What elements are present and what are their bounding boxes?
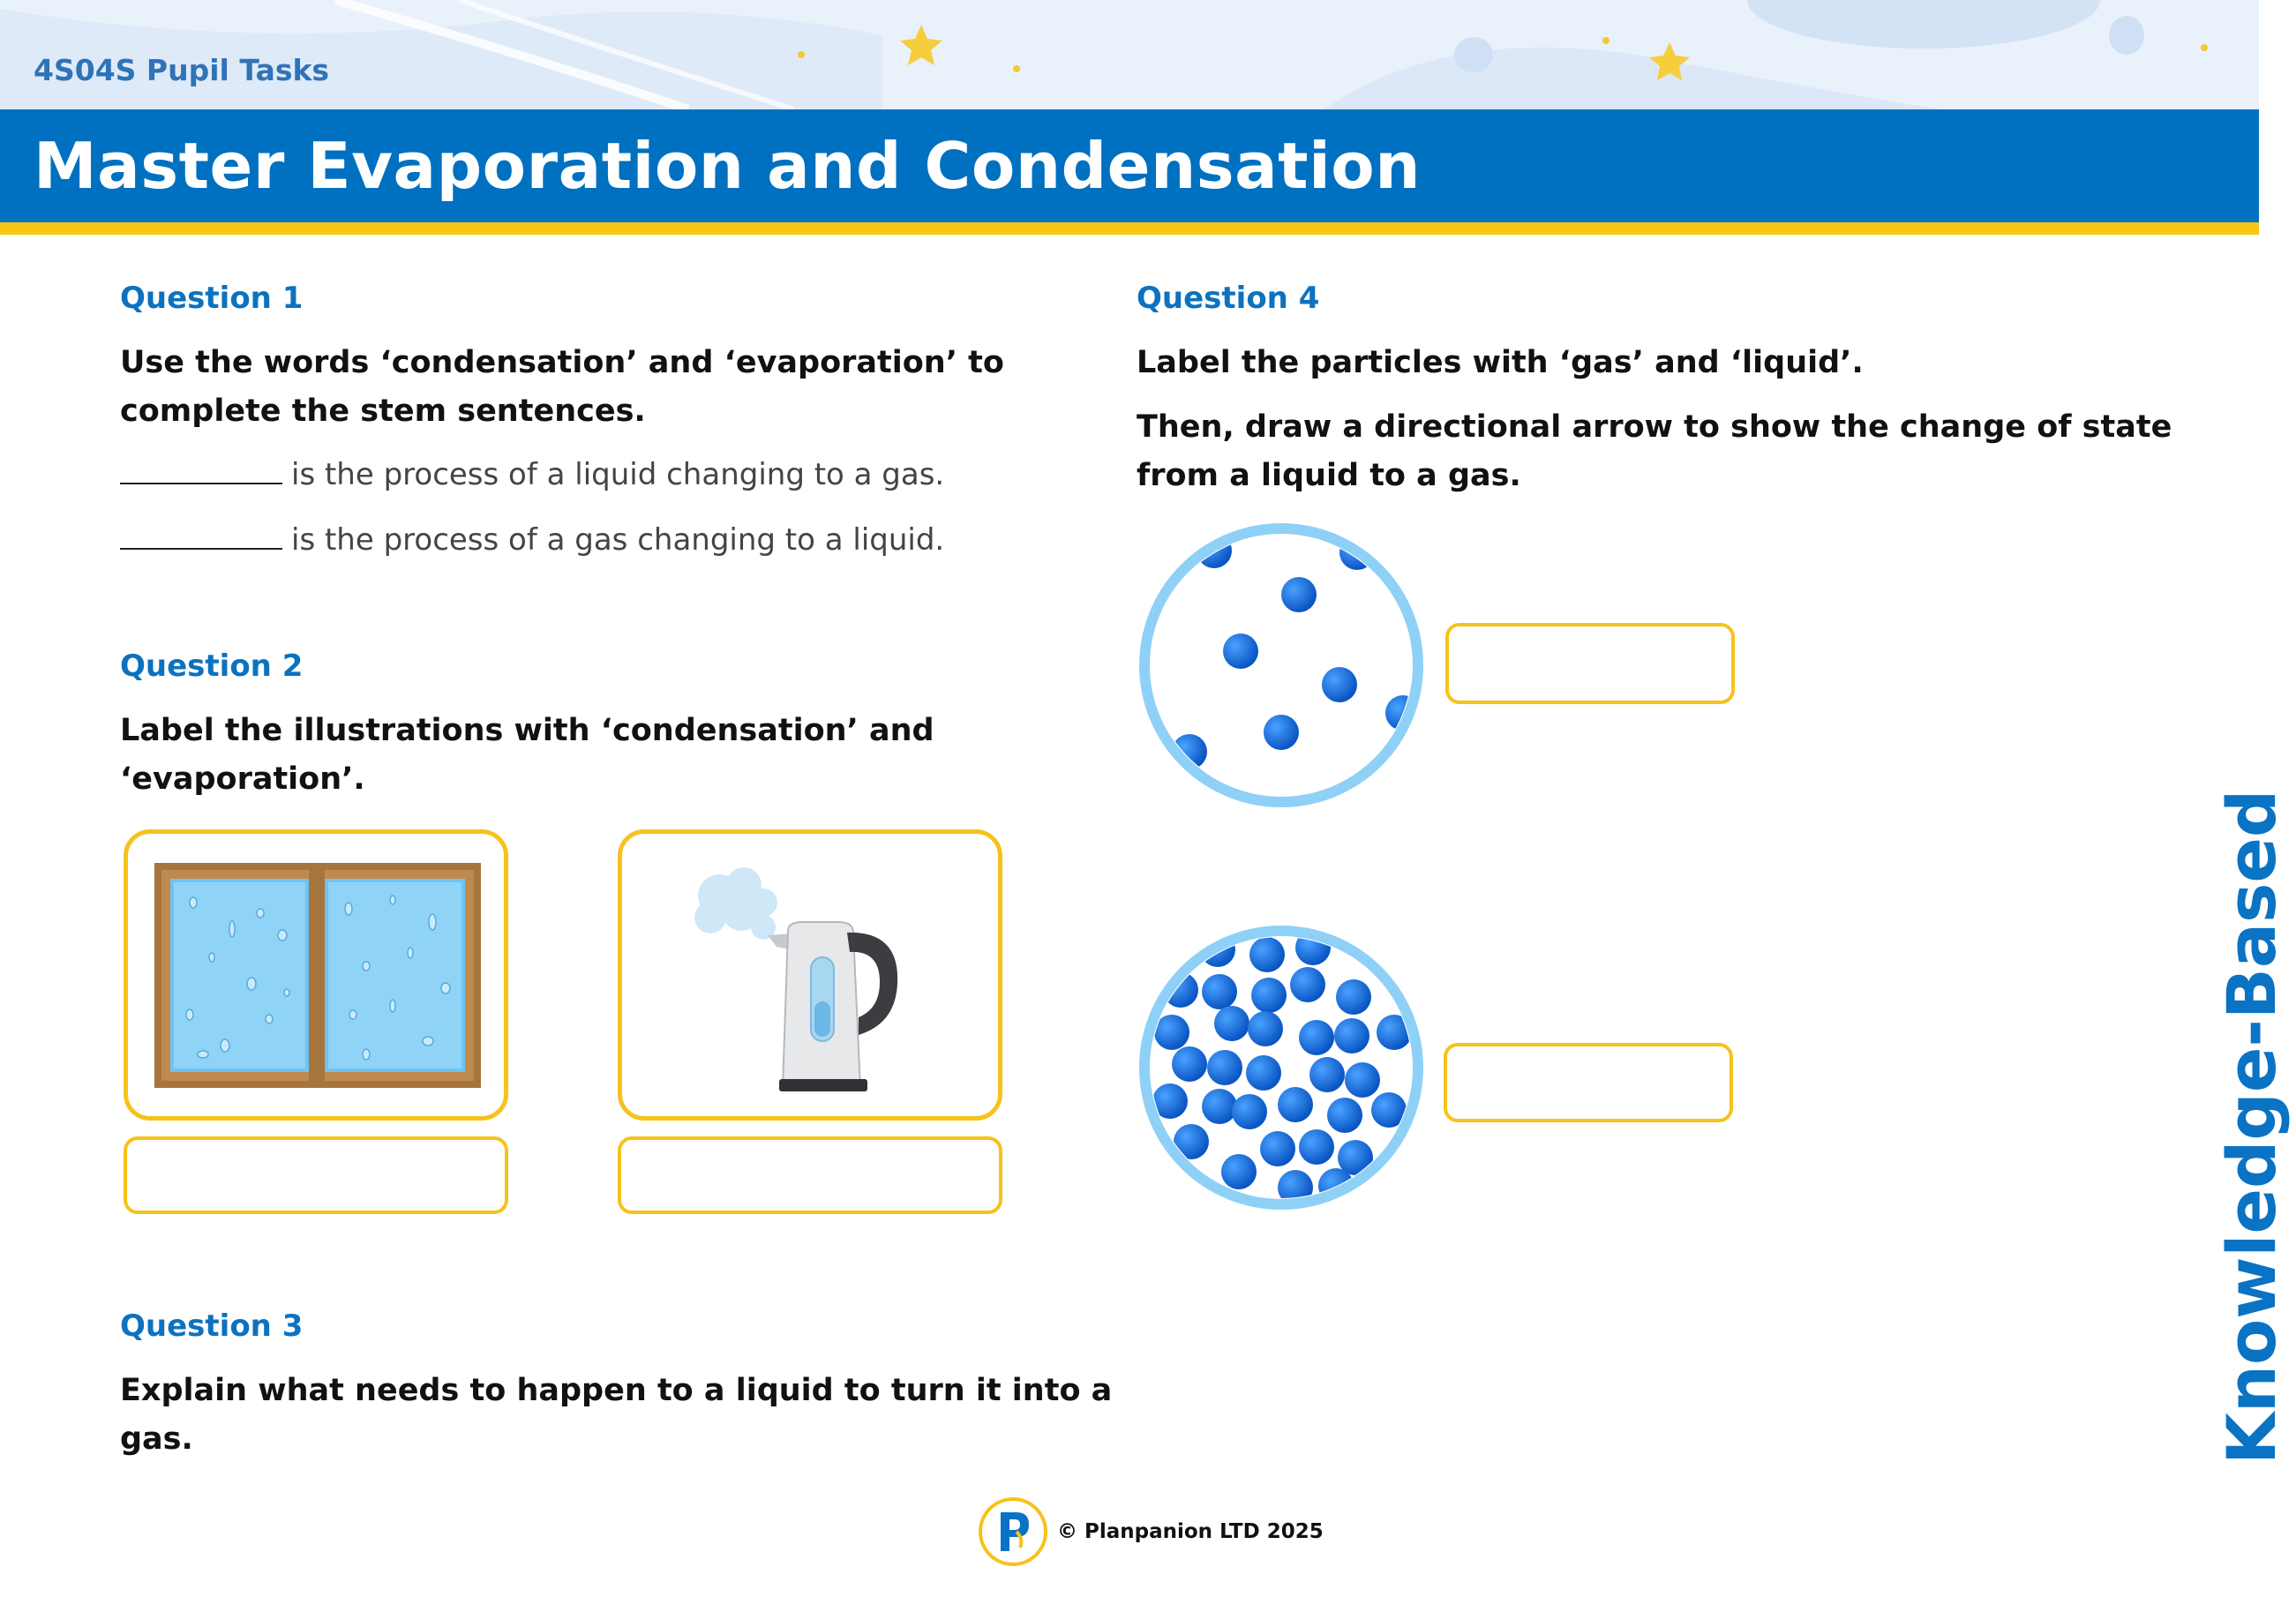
kettle-steam-illustration [622,834,998,1116]
header-decoration [0,0,2259,109]
question-3-instruction-line-1: Explain what needs to happen to a liquid to turn it into a [120,1373,1113,1408]
tagline: 4S04S Pupil Tasks [34,53,330,87]
stem-sentence-1 [120,457,944,492]
gas-particles-diagram [1137,521,1433,817]
gas-particles-label-box[interactable] [1445,623,1735,704]
question-3-instruction-line-2: gas. [120,1421,193,1457]
question-1-instruction-line-2: complete the stem sentences. [120,394,646,429]
question-3-heading: Question 3 [120,1308,304,1344]
liquid-particles-diagram [1137,923,1433,1219]
question-4-instruction-2-line-2: from a liquid to a gas. [1137,458,1521,493]
question-1-heading: Question 1 [120,281,304,316]
answer-blank[interactable] [120,458,282,484]
question-4-instruction-2-line-1: Then, draw a directional arrow to show the change of state [1137,409,2172,445]
stem-sentence-text: is the process of a liquid changing to a gas. [291,457,945,492]
stem-sentence-text: is the process of a gas changing to a liquid. [291,522,945,558]
question-4-instruction-1: Label the particles with ‘gas’ and ‘liquid’. [1137,345,1864,380]
knowledge-based-side-label: Knowledge-Based [2212,789,2291,1465]
stem-sentence-2 [120,522,944,558]
liquid-particles-label-box[interactable] [1444,1043,1733,1122]
page-title: Master Evaporation and Condensation [34,129,1422,203]
window-condensation-illustration [128,834,504,1116]
question-4-heading: Question 4 [1137,281,1320,316]
window-label-box[interactable] [124,1136,508,1214]
question-2-heading: Question 2 [120,649,304,684]
question-2-instruction-line-2: ‘evaporation’. [120,761,365,797]
planpanion-logo [978,1496,1048,1567]
kettle-label-box[interactable] [618,1136,1002,1214]
question-1-instruction-line-1: Use the words ‘condensation’ and ‘evaporation’ to [120,345,1004,380]
answer-blank[interactable] [120,523,282,550]
kettle-illustration-frame [618,829,1002,1121]
question-2-instruction-line-1: Label the illustrations with ‘condensation’ and [120,713,934,748]
title-underline-stripe [0,222,2259,235]
copyright-text: © Planpanion LTD 2025 [1057,1520,1324,1543]
window-illustration-frame [124,829,508,1121]
